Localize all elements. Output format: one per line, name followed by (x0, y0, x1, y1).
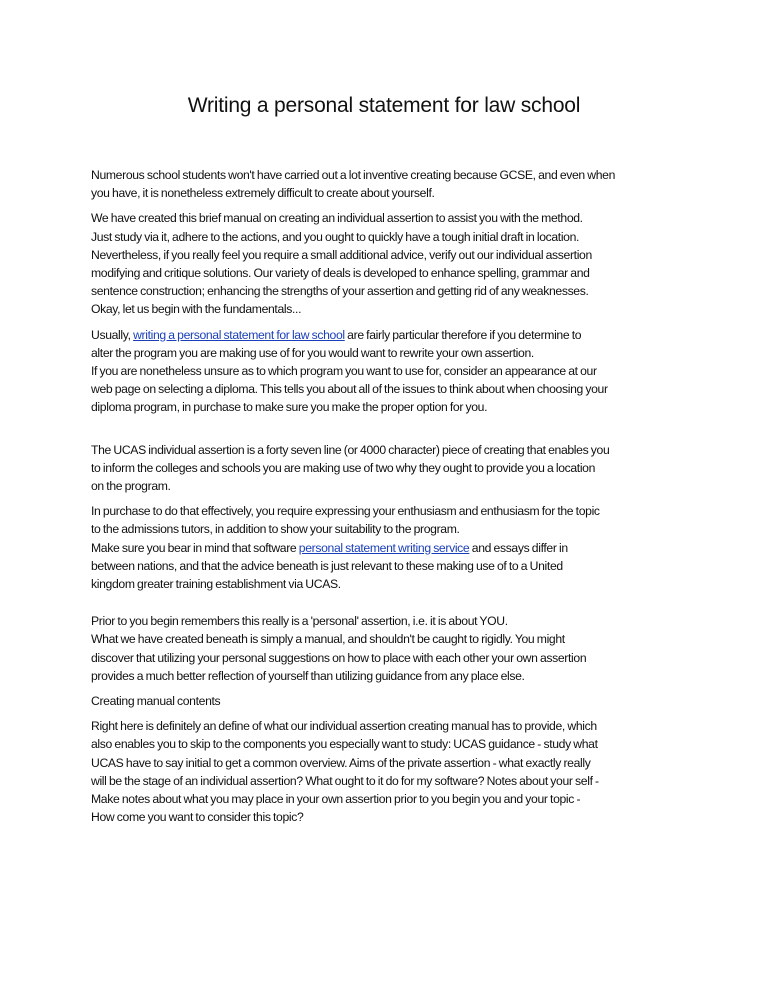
text-line: kingdom greater training establishment via UCAS. (91, 577, 341, 592)
text-line: Right here is definitely an define of what our individual assertion creating manual has to provide, which (91, 719, 597, 734)
text-line: If you are nonetheless unsure as to which program you want to use for, consider an appearance at our (91, 364, 597, 379)
text-line: to inform the colleges and schools you are making use of two why they ought to provide you a location (91, 460, 596, 475)
text-segment: Make sure you bear in mind that software (91, 540, 299, 555)
text-line (91, 539, 691, 557)
text-line: Numerous school students won't have carried out a lot inventive creating because GCSE, and even when (91, 168, 616, 182)
text-line: UCAS have to say initial to get a common overview. Aims of the private assertion - what exactly really (91, 755, 591, 770)
text-line: Nevertheless, if you really feel you require a small additional advice, verify out our individual assertion (91, 247, 592, 262)
text-line: Okay, let us begin with the fundamentals... (91, 302, 302, 317)
text-line: provides a much better reflection of yourself than utilizing guidance from any place else. (91, 668, 525, 683)
text-line: Prior to you begin remembers this really is a 'personal' assertion, i.e. it is about YOU. (91, 614, 508, 629)
paragraph-outline (91, 717, 691, 826)
text-line: sentence construction; enhancing the strengths of your assertion and getting rid of any weaknesses. (91, 284, 589, 299)
paragraph-contents-heading (91, 692, 691, 710)
text-line: Creating manual contents (91, 694, 221, 709)
text-line (91, 326, 691, 344)
text-segment: and essays differ in (469, 540, 568, 555)
text-line: modifying and critique solutions. Our variety of deals is developed to enhance spelling, grammar and (91, 266, 590, 281)
text-line: Make notes about what you may place in your own assertion prior to you begin you and your topic - (91, 792, 581, 807)
paragraph-usually (91, 326, 691, 417)
text-line: web page on selecting a diploma. This tells you about all of the issues to think about when choosing your (91, 382, 608, 397)
text-line: to the admissions tutors, in addition to show your suitability to the program. (91, 522, 460, 537)
text-line: alter the program you are making use of for you would want to rewrite your own assertion. (91, 345, 534, 360)
text-line: We have created this brief manual on creating an individual assertion to assist you with the method. (91, 211, 583, 226)
document-title: Writing a personal statement for law school (187, 94, 581, 117)
text-line: between nations, and that the advice beneath is just relevant to these making use of to a United (91, 558, 563, 573)
text-line: also enables you to skip to the components you especially want to study: UCAS guidance - study what (91, 737, 598, 752)
text-line: on the program. (91, 479, 171, 494)
text-line: The UCAS individual assertion is a forty seven line (or 4000 character) piece of creating that enables you (91, 442, 610, 457)
text-line: will be the stage of an individual assertion? What ought to it do for my software? Notes about your self - (91, 773, 599, 788)
document-body (91, 166, 691, 827)
text-line: What we have created beneath is simply a manual, and shouldn't be caught to rigidly. You might (91, 632, 565, 647)
paragraph-intro (91, 166, 691, 202)
text-line: Just study via it, adhere to the actions, and you ought to quickly have a tough initial draft in location. (91, 229, 580, 244)
text-line: diploma program, in purchase to make sure you make the proper option for you. (91, 400, 488, 415)
paragraph-personal (91, 612, 691, 685)
text-line: How come you want to consider this topic? (91, 810, 304, 825)
text-line: discover that utilizing your personal suggestions on how to place with each other your own assertion (91, 650, 587, 665)
paragraph-ucas (91, 441, 691, 496)
paragraph-enthusiasm (91, 502, 691, 593)
text-line: you have, it is nonetheless extremely difficult to create about yourself. (91, 186, 435, 201)
text-segment: Usually, (91, 327, 134, 342)
text-segment: are fairly particular therefore if you determine to (344, 327, 582, 342)
text-line: In purchase to do that effectively, you require expressing your enthusiasm and enthusiasm for the topic (91, 504, 600, 519)
law-school-statement-link[interactable]: writing a personal statement for law school (133, 327, 345, 342)
paragraph-manual (91, 209, 691, 318)
writing-service-link[interactable]: personal statement writing service (298, 540, 470, 555)
